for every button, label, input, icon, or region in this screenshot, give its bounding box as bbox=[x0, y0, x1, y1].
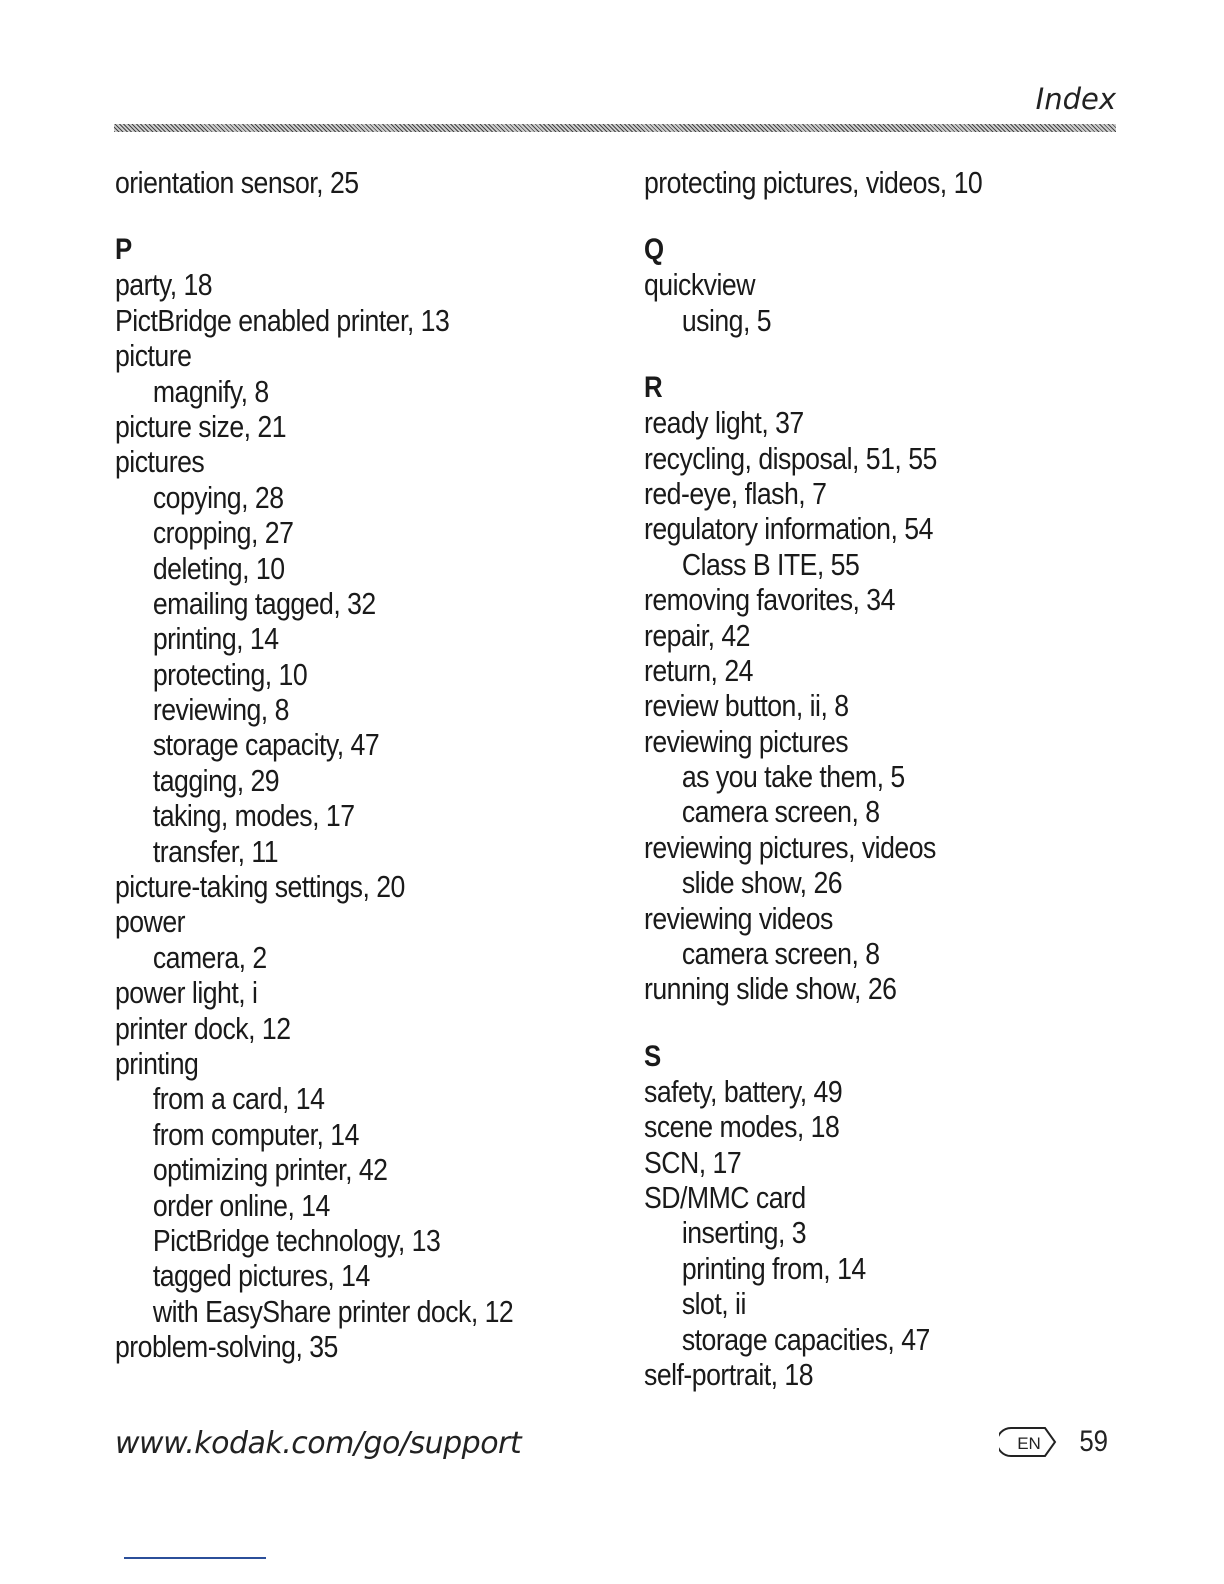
index-entry: power bbox=[115, 904, 186, 940]
index-entry: orientation sensor, 25 bbox=[115, 165, 359, 200]
index-subentry: printing from, 14 bbox=[681, 1250, 866, 1286]
index-entry: picture-taking settings, 20 bbox=[115, 869, 405, 905]
index-subentry: protecting, 10 bbox=[152, 656, 308, 692]
index-section-letter: R bbox=[644, 371, 663, 405]
language-badge-icon bbox=[999, 1424, 1057, 1460]
index-subentry: camera, 2 bbox=[152, 939, 267, 975]
index-subentry: tagged pictures, 14 bbox=[152, 1258, 370, 1294]
index-entry: review button, ii, 8 bbox=[644, 688, 849, 724]
index-subentry: emailing tagged, 32 bbox=[152, 585, 376, 621]
index-subentry: as you take them, 5 bbox=[681, 759, 905, 795]
index-section-letter: P bbox=[115, 233, 133, 267]
index-entry: running slide show, 26 bbox=[644, 971, 897, 1007]
page-number: 59 bbox=[1078, 1425, 1108, 1458]
index-subentry: deleting, 10 bbox=[152, 550, 285, 586]
index-entry: pictures bbox=[115, 444, 205, 480]
index-entry: SCN, 17 bbox=[644, 1144, 742, 1180]
index-subentry: camera screen, 8 bbox=[681, 794, 880, 830]
index-entry: removing favorites, 34 bbox=[644, 582, 895, 618]
index-subentry: reviewing, 8 bbox=[152, 692, 289, 728]
index-entry: ready light, 37 bbox=[644, 405, 804, 441]
footer-right bbox=[999, 1424, 1110, 1460]
index-entry: picture bbox=[115, 338, 192, 374]
index-entry: recycling, disposal, 51, 55 bbox=[644, 440, 937, 476]
index-subentry: slot, ii bbox=[681, 1286, 746, 1322]
language-badge-label: EN bbox=[1016, 1434, 1041, 1453]
header-rule bbox=[114, 124, 1116, 132]
index-entry: problem-solving, 35 bbox=[115, 1329, 338, 1365]
index-entry: printer dock, 12 bbox=[115, 1010, 291, 1046]
index-entry: printing bbox=[115, 1045, 199, 1081]
footer-line bbox=[124, 1557, 266, 1559]
index-entry: PictBridge enabled printer, 13 bbox=[115, 302, 450, 338]
index-subentry: optimizing printer, 42 bbox=[152, 1152, 388, 1188]
index-column-left bbox=[115, 165, 615, 1365]
index-entry: power light, i bbox=[115, 975, 258, 1011]
index-subentry: inserting, 3 bbox=[681, 1215, 807, 1251]
index-entry: reviewing pictures, videos bbox=[644, 829, 936, 865]
index-subentry: copying, 28 bbox=[152, 479, 284, 515]
index-entry: self-portrait, 18 bbox=[644, 1356, 814, 1392]
index-subentry: from computer, 14 bbox=[152, 1116, 359, 1152]
index-entry: reviewing pictures bbox=[644, 723, 849, 759]
index-column-right bbox=[644, 165, 1144, 1392]
index-entry: return, 24 bbox=[644, 652, 753, 688]
index-subentry: with EasyShare printer dock, 12 bbox=[152, 1293, 514, 1329]
index-entry: SD/MMC card bbox=[644, 1179, 806, 1215]
index-entry: protecting pictures, videos, 10 bbox=[644, 165, 983, 200]
support-url[interactable]: www.kodak.com/go/support bbox=[115, 1426, 522, 1461]
index-subentry: tagging, 29 bbox=[152, 762, 280, 798]
index-subentry: taking, modes, 17 bbox=[152, 798, 355, 834]
index-subentry: transfer, 11 bbox=[152, 833, 279, 869]
index-entry: scene modes, 18 bbox=[644, 1109, 840, 1145]
index-entry: regulatory information, 54 bbox=[644, 511, 933, 547]
index-section-letter: S bbox=[644, 1039, 662, 1073]
index-subentry: slide show, 26 bbox=[681, 865, 843, 901]
page-header-title: Index bbox=[1035, 82, 1116, 116]
index-subentry: order online, 14 bbox=[152, 1187, 330, 1223]
index-subentry: cropping, 27 bbox=[152, 515, 294, 551]
index-subentry: camera screen, 8 bbox=[681, 936, 880, 972]
index-subentry: storage capacities, 47 bbox=[681, 1321, 930, 1357]
index-entry: quickview bbox=[644, 267, 755, 303]
index-subentry: from a card, 14 bbox=[152, 1081, 325, 1117]
index-entry: picture size, 21 bbox=[115, 408, 287, 444]
index-entry: safety, battery, 49 bbox=[644, 1073, 843, 1109]
index-subentry: PictBridge technology, 13 bbox=[152, 1222, 441, 1258]
index-entry: red-eye, flash, 7 bbox=[644, 475, 827, 511]
index-subentry: Class B ITE, 55 bbox=[681, 546, 860, 582]
index-subentry: magnify, 8 bbox=[152, 373, 269, 409]
index-entry: party, 18 bbox=[115, 267, 213, 303]
index-entry: repair, 42 bbox=[644, 617, 751, 653]
index-entry: reviewing videos bbox=[644, 900, 833, 936]
index-subentry: storage capacity, 47 bbox=[152, 727, 380, 763]
index-subentry: printing, 14 bbox=[152, 621, 279, 657]
index-subentry: using, 5 bbox=[681, 302, 772, 338]
index-section-letter: Q bbox=[644, 233, 665, 267]
